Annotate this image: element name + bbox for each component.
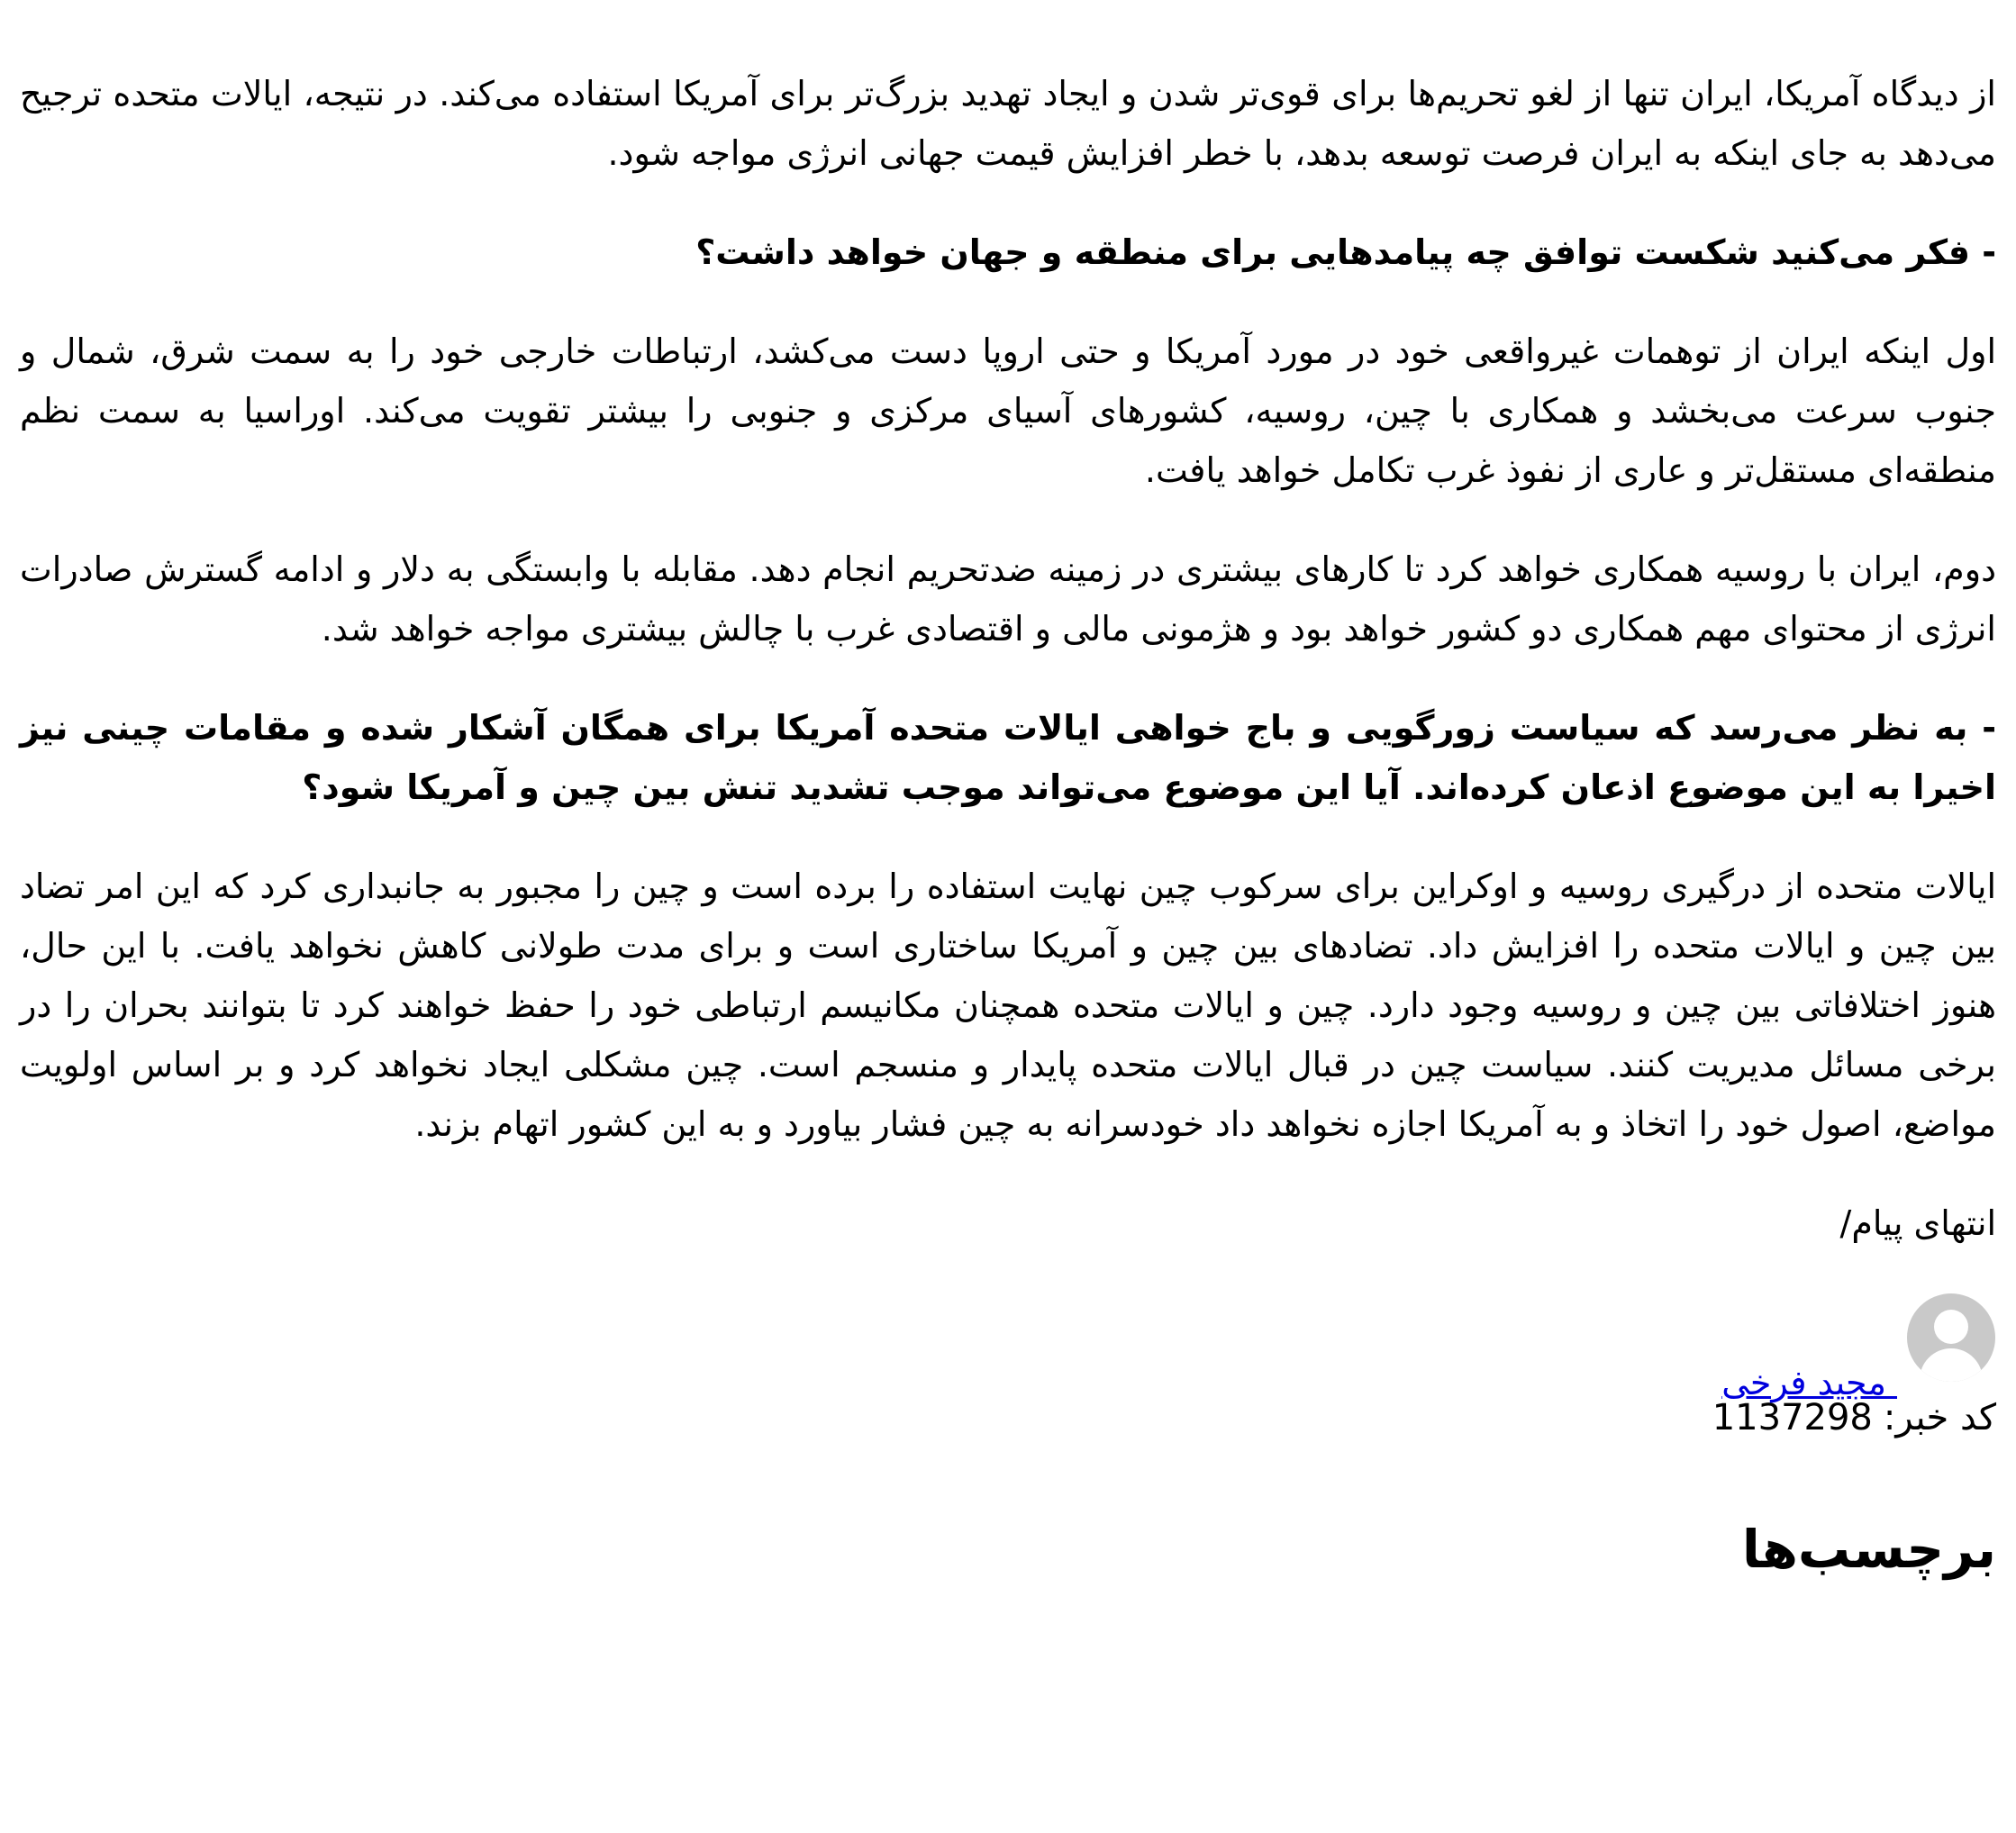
article-paragraph: ایالات متحده از درگیری روسیه و اوکراین برای سرکوب چین نهایت استفاده را برده است و چین را مجبور به جانبداری کرد که این امر تضاد بین چین و ایالات متحده را افزایش داد. تضادهای بین چین و آمریکا ساختاری است و برای مدت طولانی کاهش نخواهد یافت. با این حال، هنوز اختلافاتی بین چین و روسیه وجود دارد. چین و ایالات متحده همچنان مکانیسم ارتباطی خود را حفظ خواهند کرد تا بتوانند بحران را در برخی مسائل مدیریت کنند. سیاست چین در قبال ایالات متحده پایدار و منسجم است. چین مشکلی ایجاد نخواهد کرد و بر اساس اولویت مواضع، اصول خود را اتخاذ و به آمریکا اجازه نخواهد داد خودسرانه به چین فشار بیاورد و به این کشور اتهام بزند. bbox=[20, 867, 1996, 1144]
reporter-name-link[interactable]: مجید فرخی bbox=[1721, 1363, 1897, 1402]
interview-question: - به نظر می‌رسد که سیاست زورگویی و باج خواهی ایالات متحده آمریکا برای همگان آشکار شده و مقامات چینی نیز اخیرا به این موضوع اذعان کرده‌اند. آیا این موضوع می‌تواند موجب تشدید تنش بین چین و آمریکا شود؟ bbox=[20, 708, 1996, 807]
news-code-value: 1137298 bbox=[1712, 1397, 1873, 1438]
end-of-message-note: انتهای پیام/ bbox=[1839, 1203, 1996, 1243]
interview-question: - فکر می‌کنید شکست توافق چه پیامدهایی برای منطقه و جهان خواهد داشت؟ bbox=[695, 232, 1996, 272]
article-paragraph: دوم، ایران با روسیه همکاری خواهد کرد تا کارهای بیشتری در زمینه ضدتحریم انجام دهد. مقابله با وابستگی به دلار و ادامه گسترش صادرات انرژی از محتوای مهم همکاری دو کشور خواهد بود و هژمونی مالی و اقتصادی غرب با چالش بیشتری مواجه خواهد شد. bbox=[20, 549, 1996, 649]
tags-heading: برچسب‌ها bbox=[1741, 1519, 1996, 1580]
article-paragraph: اول اینکه ایران از توهمات غیرواقعی خود در مورد آمریکا و حتی اروپا دست می‌کشد، ارتباطات خارجی خود را به سمت شرق، شمال و جنوب سرعت می‌بخشد و همکاری با چین، روسیه، کشورهای آسیای مرکزی و جنوبی را بیشتر تقویت می‌کند. اوراسیا به سمت نظم منطقه‌ای مستقل‌تر و عاری از نفوذ غرب تکامل خواهد یافت. bbox=[20, 331, 1996, 490]
reporter-avatar bbox=[1906, 1293, 1996, 1383]
person-icon bbox=[1906, 1293, 1996, 1383]
article-paragraph: از دیدگاه آمریکا، ایران تنها از لغو تحریم‌ها برای قوی‌تر شدن و ایجاد تهدید بزرگ‌تر برای آمریکا استفاده می‌کند. در نتیجه، ایالات متحده ترجیح می‌دهد به جای اینکه به ایران فرصت توسعه بدهد، با خطر افزایش قیمت جهانی انرژی مواجه شود. bbox=[20, 74, 1996, 173]
reporter-block bbox=[20, 1293, 1996, 1402]
news-code-label: کد خبر: bbox=[1883, 1397, 1996, 1438]
news-code-line bbox=[20, 1395, 1996, 1440]
